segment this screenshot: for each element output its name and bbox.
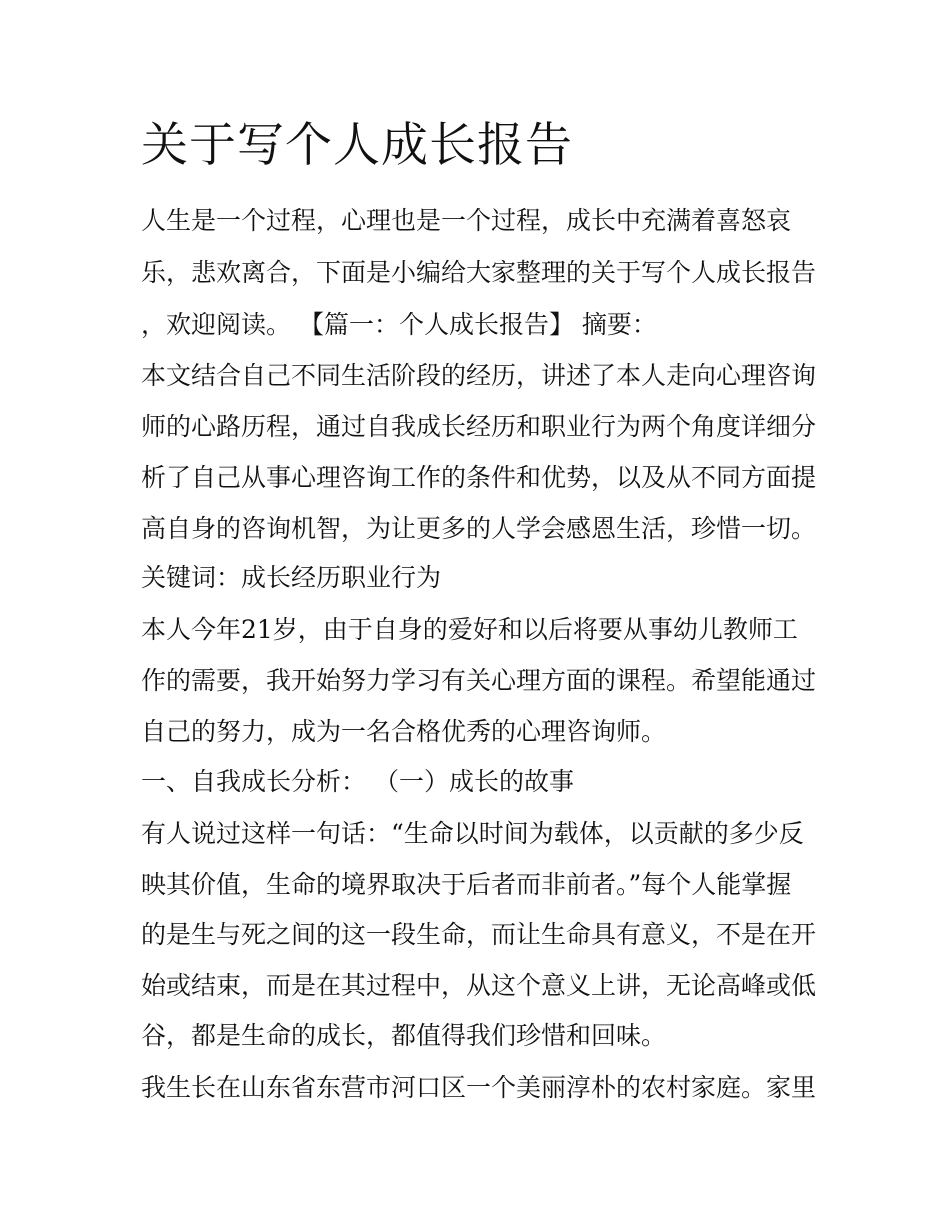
paragraph-line: 映其价值，生命的境界取决于后者而非前者。”每个人能掌握 bbox=[141, 870, 792, 899]
paragraph-line: 本文结合自己不同生活阶段的经历，讲述了本人走向心理咨询 bbox=[141, 361, 817, 390]
keywords-line: 关键词：成长经历职业行为 bbox=[141, 563, 442, 592]
paragraph-line: 有人说过这样一句话：“生命以时间为载体，以贡献的多少反 bbox=[141, 819, 804, 848]
paragraph-line: 的是生与死之间的这一段生命，而让生命具有意义，不是在开 bbox=[141, 920, 817, 949]
paragraph-line: 始或结束，而是在其过程中，从这个意义上讲，无论高峰或低 bbox=[141, 971, 817, 1000]
section-heading-line: 一、自我成长分析： （一）成长的故事 bbox=[141, 767, 574, 796]
document-title: 关于写个人成长报告 bbox=[141, 118, 573, 173]
paragraph-line: 师的心路历程，通过自我成长经历和职业行为两个角度详细分 bbox=[141, 412, 817, 441]
paragraph-line: 作的需要，我开始努力学习有关心理方面的课程。希望能通过 bbox=[141, 666, 817, 695]
paragraph-line: 析了自己从事心理咨询工作的条件和优势，以及从不同方面提 bbox=[141, 463, 817, 492]
paragraph-line: 谷，都是生命的成长，都值得我们珍惜和回味。 bbox=[141, 1021, 667, 1050]
paragraph-line: 人生是一个过程，心理也是一个过程，成长中充满着喜怒哀 bbox=[141, 206, 792, 235]
paragraph-line: 高自身的咨询机智，为让更多的人学会感恩生活，珍惜一切。 bbox=[141, 514, 817, 543]
paragraph-line: 我生长在山东省东营市河口区一个美丽淳朴的农村家庭。家里 bbox=[141, 1073, 817, 1102]
paragraph-line: 本人今年21岁，由于自身的爱好和以后将要从事幼儿教师工 bbox=[141, 615, 798, 644]
paragraph-line: ，欢迎阅读。 【篇一：个人成长报告】 摘要： bbox=[141, 310, 657, 339]
paragraph-line: 自己的努力，成为一名合格优秀的心理咨询师。 bbox=[141, 717, 667, 746]
paragraph-line: 乐，悲欢离合，下面是小编给大家整理的关于写个人成长报告 bbox=[141, 258, 817, 287]
